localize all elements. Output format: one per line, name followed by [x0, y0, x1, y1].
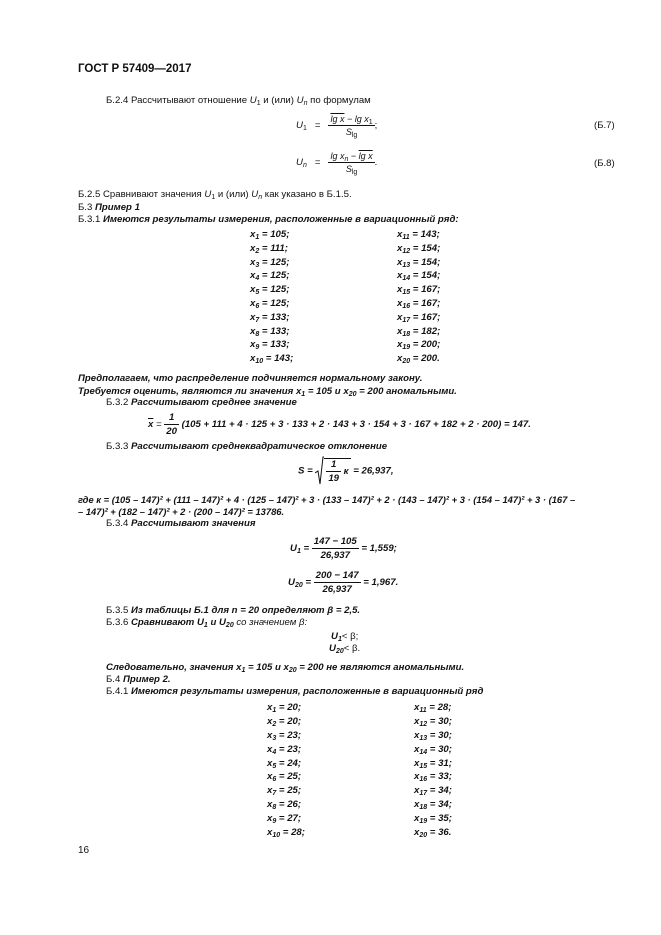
observation-item: $x_2 = 111$; [250, 242, 288, 255]
observation-item: $x_3 = 125$; [250, 256, 290, 269]
comparison-u1: $U_1< \beta$; [331, 631, 359, 643]
k-definition-line1: где к = (105 – 147)² + (111 – 147)² + 4 · (125 – 147)² + 3 · (133 – 147)² + 2 · (143 – 147)² + 3 · (154 – 147)² + 3 · (167 – [78, 494, 576, 505]
observation-item: $x_4 = 23$; [267, 743, 302, 756]
equation-tag-b7: (Б.7) [594, 120, 615, 131]
observation-item: $x_{16} = 33$; [414, 771, 452, 784]
observation-item: $x_7 = 25$; [267, 785, 302, 798]
observation-item: $x_6 = 25$; [267, 771, 302, 784]
observation-item: $x_1 = 105$; [250, 229, 290, 241]
observation-item: $x_{20} = 36$. [414, 827, 452, 840]
observation-item: $x_{11} = 143$; [397, 229, 440, 241]
observation-item: $x_{13} = 154$; [397, 256, 441, 269]
series2-left-column [267, 701, 305, 840]
observation-item: $x_3 = 23$; [267, 729, 302, 742]
observation-item: $x_1 = 20$; [267, 702, 302, 714]
page-number: 16 [78, 845, 90, 856]
observation-item: $x_{20} = 200$. [397, 353, 440, 366]
mean-formula: $\overline{x}$ = $\frac{1}{20}$ (105 + 111 + 4 · 125 + 3 · 133 + 2 · 143 + 3 · 154 + 3 · 167 + 182 + 2 · 200) = 147. [148, 412, 531, 437]
observation-item: $x_{10} = 28$; [267, 827, 305, 840]
observation-item: $x_{16} = 167$; [397, 297, 441, 310]
radical-sign [315, 456, 324, 486]
observation-item: $x_{18} = 182$; [397, 325, 441, 338]
observation-item: $x_{19} = 35$; [414, 813, 452, 826]
clause-b36: Б.3.6 Сравнивают $U_1$ и $U_{20}$ со значением β: [106, 617, 308, 629]
k-definition-line2: – 147)² + (182 – 147)² + 2 · (200 – 147)² = 13786. [78, 506, 285, 517]
observation-item: $x_8 = 133$; [250, 325, 290, 338]
observation-item: $x_{19} = 200$; [397, 339, 441, 352]
series1-left-column [250, 228, 293, 366]
observation-item: $x_{15} = 31$; [414, 757, 452, 770]
observation-item: $x_{12} = 30$; [414, 715, 452, 728]
u20-formula: $U_{20}$ = $\frac{200 - 147}{26,937}$ = 1,967. [288, 570, 399, 595]
comparison-u20: $U_{20}< \beta$. [329, 643, 361, 655]
clause-b25: Б.2.5 Сравнивают значения $U_1$ и (или) $U_n$ как указано в Б.1.5. [78, 189, 352, 201]
clause-b32: Б.3.2 Рассчитывают среднее значение [106, 397, 297, 408]
observation-item: $x_{12} = 154$; [397, 242, 441, 255]
observation-item: $x_{13} = 30$; [414, 729, 452, 742]
clause-b34: Б.3.4 Рассчитывают значения [106, 518, 256, 529]
observation-item: $x_{11} = 28$; [414, 702, 452, 714]
formula-b8: $U_n$ = $\frac{\lg x_n - \lg x}{S_{lg}}$ . [296, 151, 378, 176]
clause-b3: Б.3 Пример 1 [78, 202, 140, 213]
observation-item: $x_{15} = 167$; [397, 284, 441, 297]
observation-item: $x_{14} = 154$; [397, 270, 441, 283]
clause-b31: Б.3.1 Имеются результаты измерения, расположенные в вариационный ряд: [78, 214, 459, 225]
conclusion-text: Следовательно, значения $x_1 = 105$ и $x_{20} = 200$ не являются аномальными. [106, 662, 465, 674]
observation-item: $x_5 = 24$; [267, 757, 302, 770]
u1-formula: $U_1$ = $\frac{147 - 105}{26,937}$ = 1,559; [290, 536, 397, 561]
std-formula: S = $\frac{1}{19}$ к = 26,937, [298, 456, 394, 486]
observation-item: $x_{14} = 30$; [414, 743, 452, 756]
observation-item: $x_{17} = 34$; [414, 785, 452, 798]
observation-item: $x_{10} = 143$; [250, 353, 294, 366]
document-header: ГОСТ Р 57409—2017 [78, 63, 192, 75]
observation-item: $x_2 = 20$; [267, 715, 302, 728]
observation-item: $x_9 = 133$; [250, 339, 290, 352]
observation-item: $x_8 = 26$; [267, 799, 302, 812]
equation-tag-b8: (Б.8) [594, 158, 615, 169]
clause-b35: Б.3.5 Из таблицы Б.1 для n = 20 определяют β = 2,5. [106, 605, 361, 616]
required-text: Требуется оценить, являются ли значения $x_1 = 105$ и $x_{20} = 200$ аномальными. [78, 386, 457, 398]
observation-item: $x_4 = 125$; [250, 270, 290, 283]
observation-item: $x_5 = 125$; [250, 284, 290, 297]
observation-item: $x_{18} = 34$; [414, 799, 452, 812]
series2-right-column [414, 701, 452, 840]
clause-b33: Б.3.3 Рассчитывают среднеквадратическое отклонение [106, 441, 388, 452]
clause-b24: Б.2.4 Рассчитывают отношение $U_1$ и (или) $U_n$ по формулам [106, 95, 371, 107]
observation-item: $x_6 = 125$; [250, 297, 290, 310]
assumption-text: Предполагаем, что распределение подчиняется нормальному закону. [78, 373, 423, 384]
series1-right-column [397, 228, 440, 366]
clause-b41: Б.4.1 Имеются результаты измерения, расположенные в вариационный ряд [106, 686, 484, 697]
observation-item: $x_9 = 27$; [267, 813, 302, 826]
formula-b7: $U_1$ = $\frac{\lg x - \lg x_1}{S_{lg}}$ ; [296, 114, 378, 139]
observation-item: $x_{17} = 167$; [397, 311, 441, 324]
observation-item: $x_7 = 133$; [250, 311, 290, 324]
clause-b4: Б.4 Пример 2. [106, 674, 171, 685]
